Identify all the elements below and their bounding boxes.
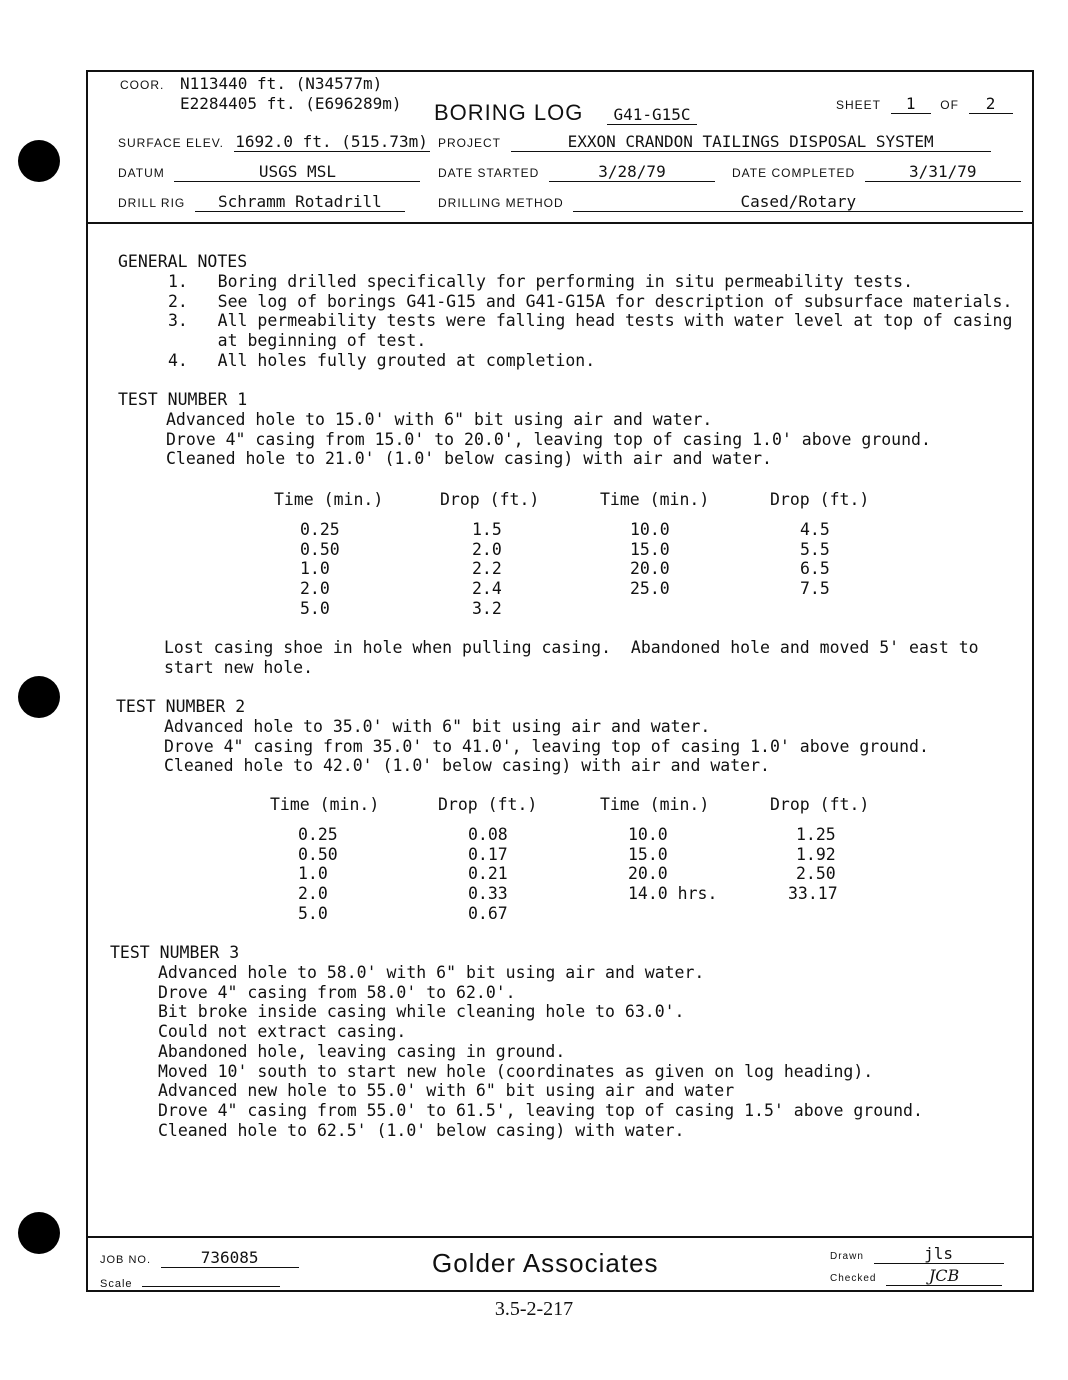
test1-drop-cell: 3.2	[472, 598, 502, 618]
test1-description	[166, 410, 931, 469]
test1-drop-cell: 7.5	[800, 579, 830, 599]
test1-after-line: Lost casing shoe in hole when pulling casing. Abandoned hole and moved 5' east to	[164, 638, 979, 657]
checked-label: Checked	[830, 1273, 877, 1284]
test1-line: Drove 4" casing from 15.0' to 20.0', leaving top of casing 1.0' above ground.	[166, 429, 931, 449]
test3-line: Could not extract casing.	[158, 1022, 407, 1042]
test3-line: Drove 4" casing from 58.0' to 62.0'.	[158, 982, 516, 1002]
test2-time-cell: 14.0 hrs.	[628, 884, 718, 904]
test1-line: Cleaned hole to 21.0' (1.0' below casing) with air and water.	[166, 449, 772, 469]
test1-time-cell: 1.0	[300, 559, 330, 579]
test1-drop-cell: 2.2	[472, 559, 502, 579]
sheet-number: 1	[891, 94, 931, 114]
coordinates	[120, 74, 382, 93]
test1-col-header: Time (min.)	[600, 490, 710, 509]
test1-col-header: Drop (ft.)	[770, 490, 870, 509]
date-completed-value: 3/31/79	[865, 162, 1021, 182]
checked-by	[830, 1266, 1002, 1286]
date-completed-label: DATE COMPLETED	[732, 166, 856, 180]
test3-line: Bit broke inside casing while cleaning hole to 63.0'.	[158, 1002, 685, 1022]
punch-hole-middle	[18, 676, 60, 718]
project-label: PROJECT	[438, 136, 502, 150]
test1-time-cell: 0.50	[300, 539, 340, 559]
test3-line: Drove 4" casing from 55.0' to 61.5', leaving top of casing 1.5' above ground.	[158, 1100, 923, 1120]
scale-value	[142, 1270, 280, 1287]
test2-table	[88, 795, 1028, 925]
test2-drop-cell: 1.25	[796, 825, 836, 844]
test1-drop-cell: 1.5	[472, 520, 502, 539]
drill-rig	[118, 192, 405, 212]
test2-time-cell: 1.0	[298, 864, 328, 884]
sheet-info	[836, 94, 1013, 114]
test2-col-header: Drop (ft.)	[438, 795, 538, 814]
firm-name: Golder Associates	[432, 1248, 659, 1278]
datum-value: USGS MSL	[174, 162, 420, 182]
drilling-method-label: DRILLING METHOD	[438, 196, 564, 210]
project-value: EXXON CRANDON TAILINGS DISPOSAL SYSTEM	[511, 132, 991, 152]
test1-col-header: Time (min.)	[274, 490, 384, 509]
drawn-label: Drawn	[830, 1251, 864, 1262]
job-number	[100, 1248, 299, 1268]
datum-label: DATUM	[118, 166, 165, 180]
job-no-value: 736085	[161, 1248, 299, 1268]
test1-time-cell: 0.25	[300, 520, 340, 539]
log-title-row	[434, 100, 697, 126]
test3-line: Advanced new hole to 55.0' with 6" bit using air and water	[158, 1081, 735, 1101]
date-started-label: DATE STARTED	[438, 166, 540, 180]
test1-after-line: start new hole.	[164, 657, 314, 677]
boring-id: G41-G15C	[607, 105, 697, 125]
test2-drop-cell: 0.21	[468, 864, 508, 884]
punch-hole-top	[18, 140, 60, 182]
datum	[118, 162, 420, 182]
test1-time-cell: 5.0	[300, 598, 330, 618]
test2-drop-cell: 0.08	[468, 825, 508, 844]
test1-col-header: Drop (ft.)	[440, 490, 540, 509]
test2-time-cell: 15.0	[628, 844, 668, 864]
drawn-value: jls	[874, 1244, 1004, 1264]
test2-drop-cell: 33.17	[788, 884, 838, 904]
coor-east: E2284405 ft. (E696289m)	[180, 94, 402, 113]
test2-col-header: Time (min.)	[270, 795, 380, 814]
test1-time-cell: 2.0	[300, 579, 330, 599]
test3-heading: TEST NUMBER 3	[110, 943, 240, 962]
test1-line: Advanced hole to 15.0' with 6" bit using air and water.	[166, 410, 713, 429]
sheet-label: SHEET	[836, 98, 882, 112]
test2-time-cell: 10.0	[628, 825, 668, 844]
test2-col-header: Drop (ft.)	[770, 795, 870, 814]
scale-label: Scale	[100, 1278, 133, 1290]
test2-line: Advanced hole to 35.0' with 6" bit using air and water.	[164, 717, 711, 736]
punch-hole-bottom	[18, 1212, 60, 1254]
test2-drop-cell: 0.33	[468, 884, 508, 904]
test2-time-cell: 2.0	[298, 884, 328, 904]
drilling-method	[438, 192, 1023, 212]
test2-time-cell: 5.0	[298, 903, 328, 923]
general-notes-heading: GENERAL NOTES	[118, 252, 248, 271]
test2-line: Drove 4" casing from 35.0' to 41.0', leaving top of casing 1.0' above ground.	[164, 736, 929, 756]
test1-time-cell: 10.0	[630, 520, 670, 539]
test1-drop-cell: 5.5	[800, 539, 830, 559]
test2-col-header: Time (min.)	[600, 795, 710, 814]
test2-time-cell: 0.25	[298, 825, 338, 844]
general-note: at beginning of test.	[168, 331, 427, 351]
test3-line: Abandoned hole, leaving casing in ground.	[158, 1041, 566, 1061]
general-note: 4. All holes fully grouted at completion.	[168, 350, 596, 370]
date-started	[438, 162, 715, 182]
test1-time-cell: 20.0	[630, 559, 670, 579]
test1-drop-cell: 6.5	[800, 559, 830, 579]
test1-heading: TEST NUMBER 1	[118, 390, 248, 409]
test1-time-cell: 15.0	[630, 539, 670, 559]
test2-description	[164, 717, 929, 776]
surface-elev	[118, 132, 430, 152]
coor-north: N113440 ft. (N34577m)	[179, 74, 383, 93]
surface-elev-value: 1692.0 ft. (515.73m)	[235, 132, 428, 151]
footer-divider	[88, 1236, 1032, 1238]
project	[438, 132, 991, 152]
test1-drop-cell: 2.4	[472, 579, 502, 599]
general-note: 2. See log of borings G41-G15 and G41-G15A for description of subsurface materials.	[168, 291, 1013, 311]
drill-rig-label: DRILL RIG	[118, 196, 186, 210]
general-note: 3. All permeability tests were falling head tests with water level at top of casing	[168, 311, 1013, 331]
checked-value: JCB	[886, 1266, 1002, 1286]
test2-drop-cell: 1.92	[796, 844, 836, 864]
test2-time-cell: 0.50	[298, 844, 338, 864]
test1-table	[88, 490, 1028, 620]
test2-drop-cell: 0.67	[468, 903, 508, 923]
boring-log-form	[86, 70, 1034, 1292]
scale	[100, 1270, 280, 1291]
log-title: BORING LOG	[434, 100, 584, 125]
date-completed	[732, 162, 1021, 182]
header-divider	[88, 222, 1032, 224]
test1-drop-cell: 2.0	[472, 539, 502, 559]
drilling-method-value: Cased/Rotary	[573, 192, 1023, 212]
sheet-of: OF	[940, 98, 959, 112]
drawn-by	[830, 1244, 1004, 1264]
test2-drop-cell: 2.50	[796, 864, 836, 884]
general-note: 1. Boring drilled specifically for performing in situ permeability tests.	[168, 272, 914, 291]
job-no-label: JOB NO.	[100, 1254, 152, 1266]
coor-label: COOR.	[120, 78, 165, 92]
date-started-value: 3/28/79	[549, 162, 715, 182]
test1-time-cell: 25.0	[630, 579, 670, 599]
test2-line: Cleaned hole to 42.0' (1.0' below casing) with air and water.	[164, 756, 770, 776]
test1-after-notes	[164, 638, 979, 677]
test3-line: Advanced hole to 58.0' with 6" bit using air and water.	[158, 963, 705, 982]
test1-drop-cell: 4.5	[800, 520, 830, 539]
page-number: 3.5-2-217	[494, 1298, 574, 1320]
drill-rig-value: Schramm Rotadrill	[195, 192, 405, 212]
test3-description	[158, 963, 923, 1140]
test2-time-cell: 20.0	[628, 864, 668, 884]
test3-line: Moved 10' south to start new hole (coordinates as given on log heading).	[158, 1061, 874, 1081]
sheet-total: 2	[969, 94, 1013, 114]
test3-line: Cleaned hole to 62.5' (1.0' below casing) with water.	[158, 1120, 685, 1140]
general-notes-list	[168, 272, 1012, 371]
test2-drop-cell: 0.17	[468, 844, 508, 864]
test2-heading: TEST NUMBER 2	[116, 697, 246, 716]
surface-elev-label: SURFACE ELEV.	[118, 136, 224, 150]
